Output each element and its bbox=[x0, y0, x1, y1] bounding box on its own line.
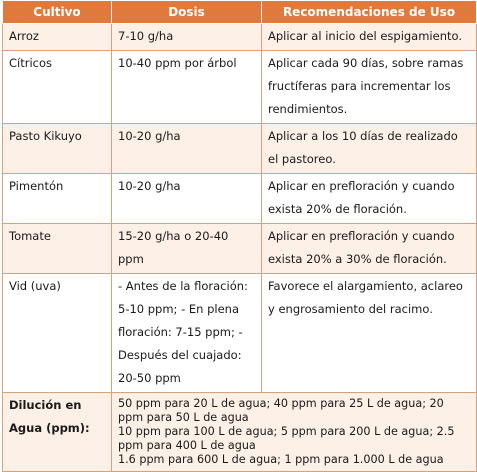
dilution-line: 1.6 ppm para 600 L de agua; 1 ppm para 1.000 L de agua bbox=[118, 453, 444, 466]
recommendation-cell: Aplicar al inicio del espigamiento. bbox=[262, 24, 477, 51]
dilution-values bbox=[112, 393, 477, 472]
recommendation-cell: Aplicar en prefloración y cuando exista 20% de floración. bbox=[262, 174, 477, 224]
crop-cell: Vid (uva) bbox=[3, 274, 112, 393]
dose-cell: 10-20 g/ha bbox=[112, 174, 262, 224]
recommendation-cell: Aplicar en prefloración y cuando exista 20% a 30% de floración. bbox=[262, 224, 477, 274]
dilution-line: 50 ppm para 20 L de agua; 40 ppm para 25 L de agua; 20 ppm para 50 L de agua bbox=[118, 397, 444, 424]
header-recommendations: Recomendaciones de Uso bbox=[262, 1, 477, 24]
crop-cell: Pimentón bbox=[3, 174, 112, 224]
header-row bbox=[3, 1, 477, 24]
table-row bbox=[3, 224, 477, 274]
dilution-row bbox=[3, 393, 477, 472]
recommendation-cell: Aplicar cada 90 días, sobre ramas fructíferas para incrementar los rendimientos. bbox=[262, 51, 477, 124]
dose-cell: 10-40 ppm por árbol bbox=[112, 51, 262, 124]
crop-cell: Pasto Kikuyo bbox=[3, 124, 112, 174]
crop-cell: Tomate bbox=[3, 224, 112, 274]
dilution-line: 10 ppm para 100 L de agua; 5 ppm para 200 L de agua; 2.5 ppm para 400 L de agua bbox=[118, 425, 455, 452]
dose-cell: 7-10 g/ha bbox=[112, 24, 262, 51]
dose-cell: - Antes de la floración: 5-10 ppm; - En plena floración: 7-15 ppm; - Después del cuajado: 20-50 ppm bbox=[112, 274, 262, 393]
table-row bbox=[3, 124, 477, 174]
crop-cell: Cítricos bbox=[3, 51, 112, 124]
header-crop: Cultivo bbox=[3, 1, 112, 24]
table-row bbox=[3, 274, 477, 393]
crop-cell: Arroz bbox=[3, 24, 112, 51]
table-row bbox=[3, 24, 477, 51]
table-row bbox=[3, 174, 477, 224]
dosage-table bbox=[2, 0, 477, 472]
dilution-label: Dilución en Agua (ppm): bbox=[3, 393, 112, 472]
dose-cell: 10-20 g/ha bbox=[112, 124, 262, 174]
recommendation-cell: Aplicar a los 10 días de realizado el pastoreo. bbox=[262, 124, 477, 174]
header-dose: Dosis bbox=[112, 1, 262, 24]
recommendation-cell: Favorece el alargamiento, aclareo y engrosamiento del racimo. bbox=[262, 274, 477, 393]
dose-cell: 15-20 g/ha o 20-40 ppm bbox=[112, 224, 262, 274]
table-row bbox=[3, 51, 477, 124]
